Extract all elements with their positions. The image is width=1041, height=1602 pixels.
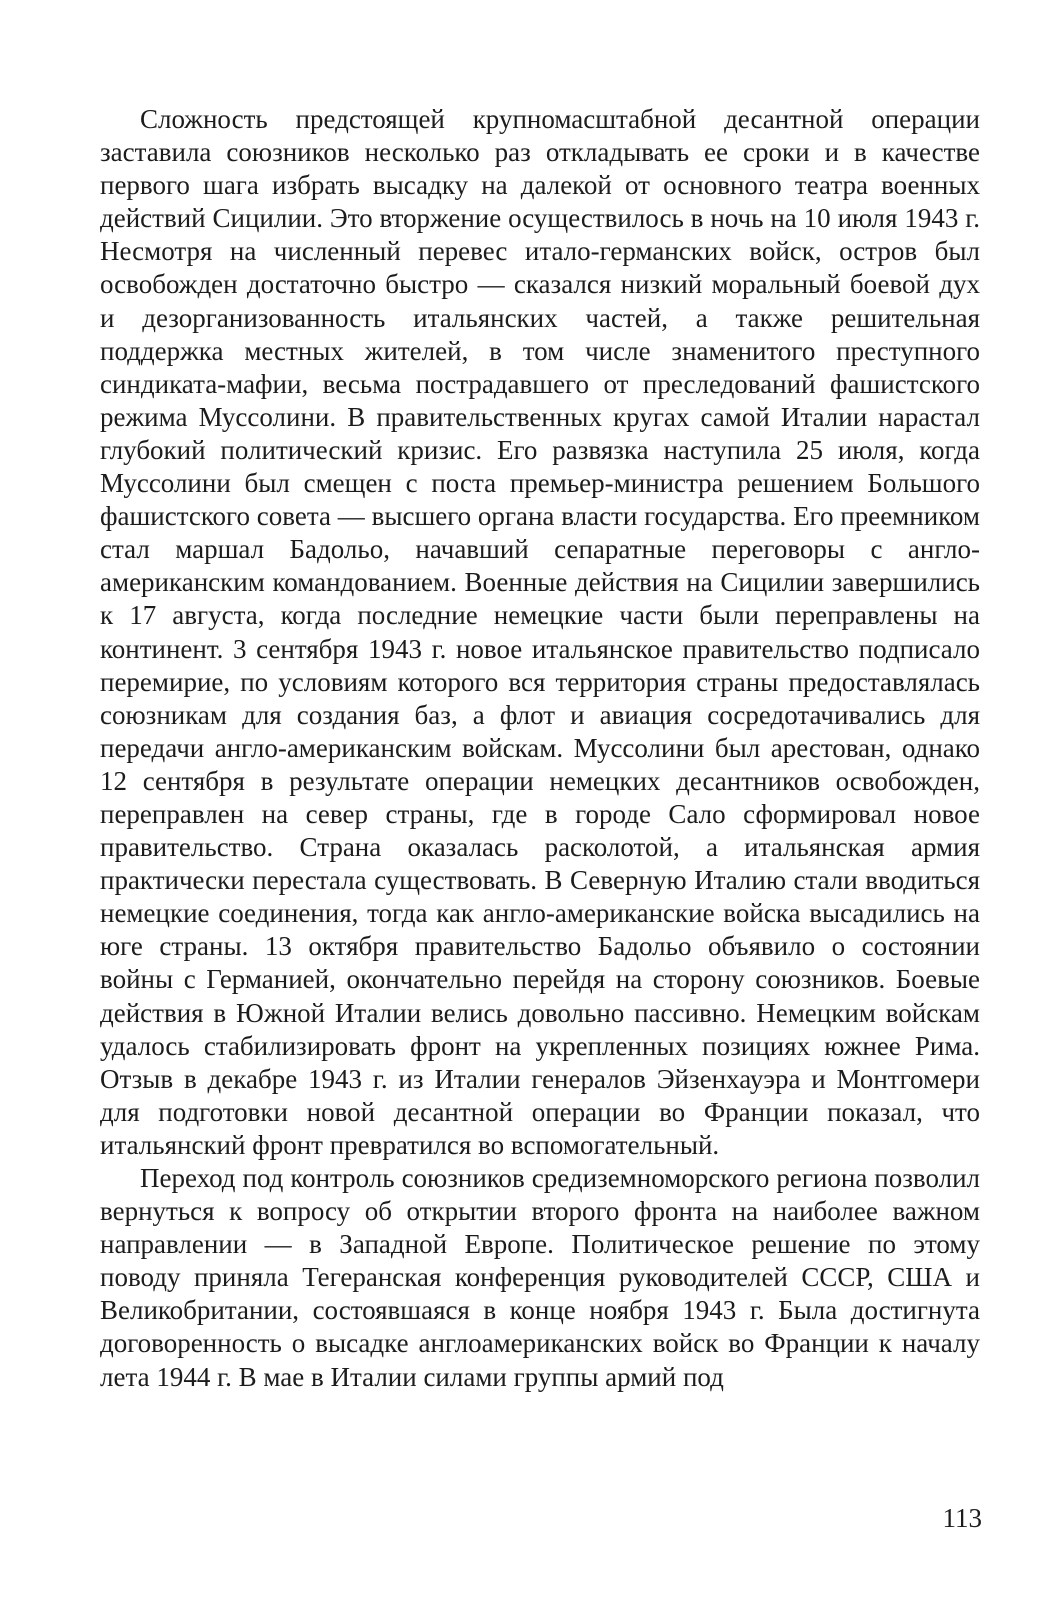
page-number: 113 xyxy=(942,1503,982,1533)
paragraph-1: Сложность предстоящей крупномасштабной десантной операции заставила союзников несколько раз откладывать ее сроки и в качестве первого шага избрать высадку на далекой от основного театра военных действий Сицилии. Это вторжение осуществилось в ночь на 10 июля 1943 г. Несмотря на численный перевес итало-германских войск, остров был освобожден достаточно быстро — сказался низкий моральный боевой дух и дезорганизованность итальянских частей, а также решительная поддержка местных жителей, в том числе знаменитого преступного синдиката-мафии, весьма пострадавшего от преследований фашистского режима Муссолини. В правительственных кругах самой Италии нарастал глубокий политический кризис. Его развязка наступила 25 июля, когда Муссолини был смещен с поста премьер-министра решением Большого фашистского совета — высшего органа власти государства. Его преемником стал маршал Бадольо, начавший сепаратные переговоры с англо-американским командованием. Военные действия на Сицилии завершились к 17 августа, когда последние немецкие части были переправлены на континент. 3 сентября 1943 г. новое итальянское правительство подписало перемирие, по условиям которого вся территория страны предоставлялась союзникам для создания баз, а флот и авиация сосредотачивались для передачи англо-американским войскам. Муссолини был арестован, однако 12 сентября в результате операции немецких десантников освобожден, переправлен на север страны, где в городе Сало сформировал новое правительство. Страна оказалась расколотой, а итальянская армия практически перестала существовать. В Северную Италию стали вводиться немецкие соединения, тогда как англо-американские войска высадились на юге страны. 13 октября правительство Бадольо объявило о состоянии войны с Германией, окончательно перейдя на сторону союзников. Боевые действия в Южной Италии велись довольно пассивно. Немецким войскам удалось стабилизировать фронт на укрепленных позициях южнее Рима. Отзыв в декабре 1943 г. из Италии генералов Эйзенхауэра и Монтгомери для подготовки новой десантной операции во Франции показал, что итальянский фронт превратился во вспомогательный. xyxy=(100,104,980,1160)
paragraph-2: Переход под контроль союзников средиземноморского региона позволил вернуться к вопросу об открытии второго фронта на наиболее важном направлении — в Западной Европе. Политическое решение по этому поводу приняла Тегеранская конференция руководителей СССР, США и Великобритании, состоявшаяся в конце ноября 1943 г. Была достигнута договоренность о высадке англоамериканских войск во Франции к началу лета 1944 г. В мае в Италии силами группы армий под xyxy=(100,1163,980,1392)
body-text xyxy=(100,103,980,1394)
